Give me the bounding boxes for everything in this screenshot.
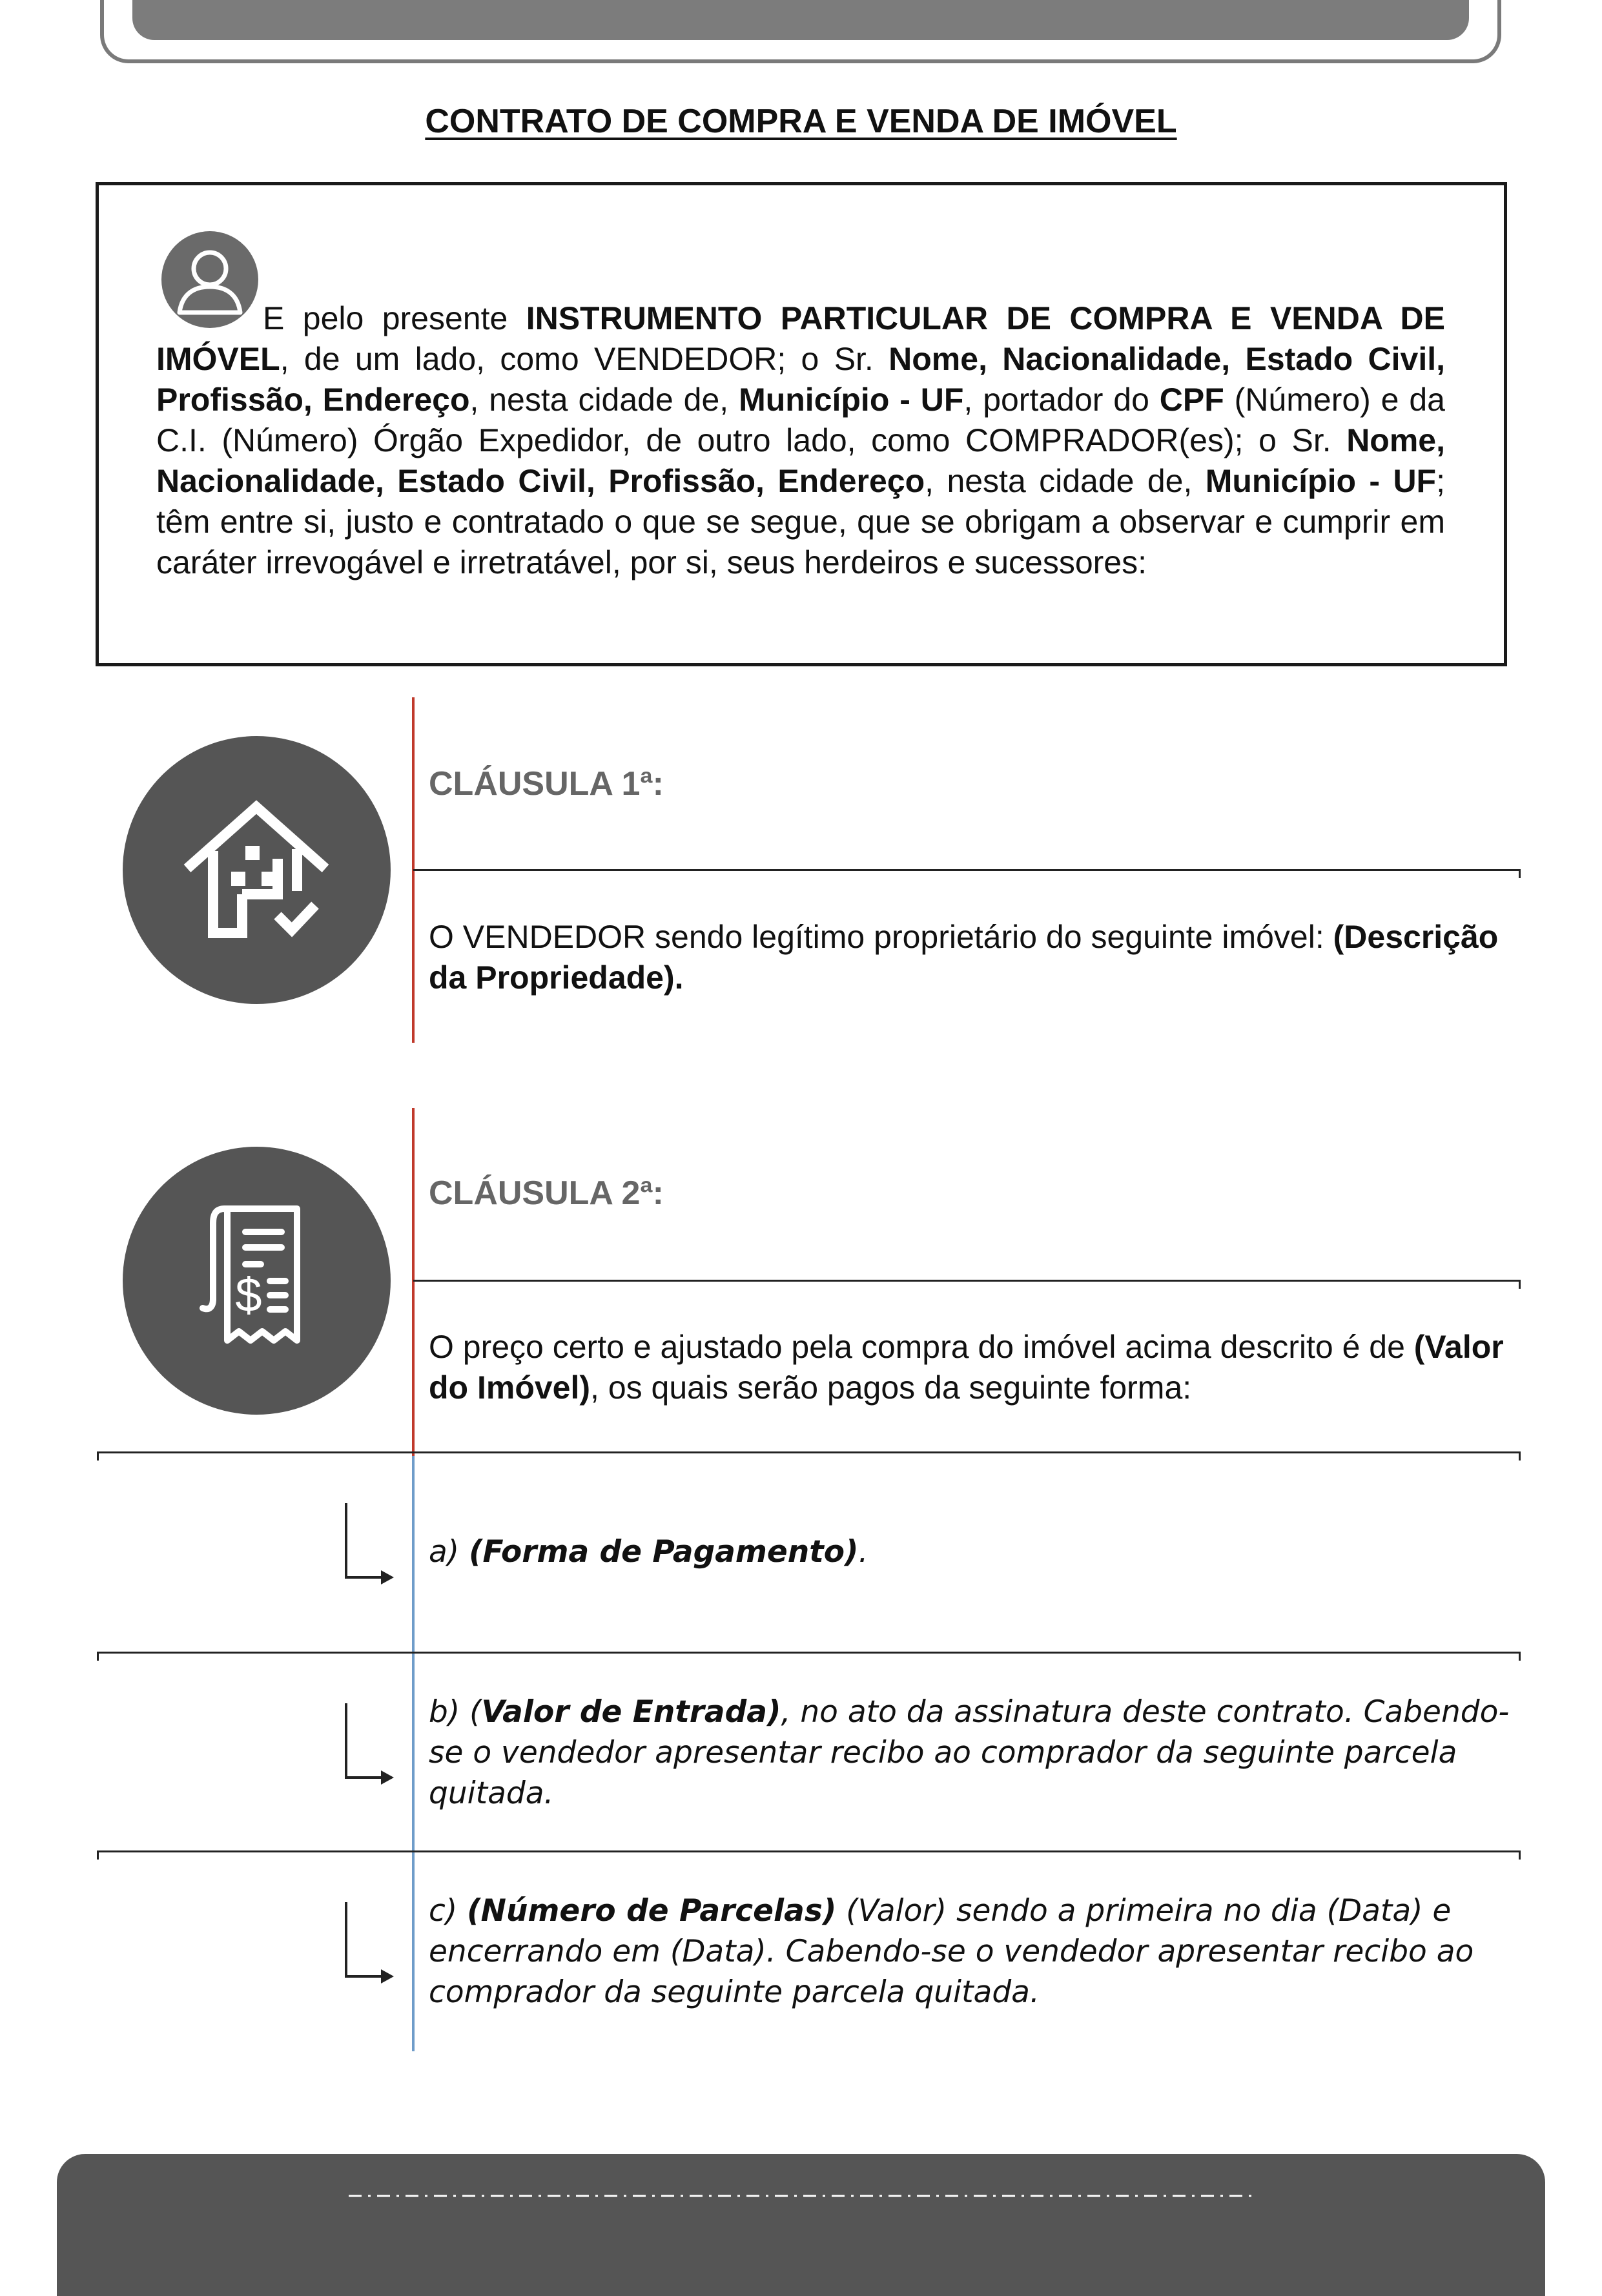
rule-tick <box>1519 869 1521 878</box>
item-a-rule <box>97 1451 1521 1453</box>
clause1-text: O VENDEDOR sendo legítimo proprietário do seguinte imóvel: (Descrição da Propriedade). <box>429 919 1499 996</box>
rule-tick <box>1519 1652 1521 1661</box>
rule-tick <box>1519 1280 1521 1289</box>
items-divider <box>412 1456 415 2051</box>
svg-text:$: $ <box>235 1268 262 1322</box>
rule-tick <box>1519 1850 1521 1860</box>
clause1-heading: CLÁUSULA 1ª: <box>429 765 664 803</box>
header-bar <box>132 0 1469 40</box>
intro-paragraph: E pelo presente INSTRUMENTO PARTICULAR DE COMPRA E VENDA DE IMÓVEL, de um lado, como VENDEDOR; o Sr. Nome, Nacionalidade, Estado Civil, Profissão, Endereço, nesta cidade de, Município - UF, portador do CPF (Número) e da C.I. (Número) Órgão Expedidor, de outro lado, como COMPRADOR(es); o Sr. Nome, Nacionalidade, Estado Civil, Profissão, Endereço, nesta cidade de, Município - UF; têm entre si, justo e contratado o que se segue, que se obrigam a observar e cumprir em caráter irrevogável e irretratável, por si, seus herdeiros e sucessores: <box>156 300 1446 580</box>
rule-tick <box>1519 1451 1521 1461</box>
clause1-rule <box>413 869 1521 871</box>
arrow-right-icon <box>344 1703 395 1787</box>
clause2-divider <box>412 1108 415 1457</box>
document-title: CONTRATO DE COMPRA E VENDA DE IMÓVEL <box>425 103 1177 140</box>
item-b-rule <box>97 1652 1521 1654</box>
house-check-icon <box>123 736 391 1004</box>
rule-tick <box>97 1652 99 1661</box>
item-c-rule <box>97 1850 1521 1852</box>
arrow-right-icon <box>344 1902 395 1986</box>
item-b-text: b) (Valor de Entrada), no ato da assinatura deste contrato. Cabendo-se o vendedor apresentar recibo ao comprador da seguinte parcela quitada. <box>429 1694 1510 1811</box>
rule-tick <box>97 1451 99 1461</box>
rule-tick <box>97 1850 99 1860</box>
item-a-text: a) (Forma de Pagamento). <box>429 1534 868 1570</box>
clause2-text: O preço certo e ajustado pela compra do imóvel acima descrito é de (Valor do Imóvel), os quais serão pagos da seguinte forma: <box>429 1329 1504 1406</box>
clause2-rule <box>413 1280 1521 1282</box>
arrow-right-icon <box>344 1503 395 1587</box>
clause2-heading: CLÁUSULA 2ª: <box>429 1174 664 1212</box>
item-c-text: c) (Número de Parcelas) (Valor) sendo a primeira no dia (Data) e encerrando em (Data). Cabendo-se o vendedor apresentar recibo ao comprador da seguinte parcela quitada. <box>429 1893 1474 2010</box>
footer-dash-line <box>349 2194 1253 2198</box>
receipt-dollar-icon <box>123 1147 391 1415</box>
footer-bar <box>57 2154 1545 2296</box>
